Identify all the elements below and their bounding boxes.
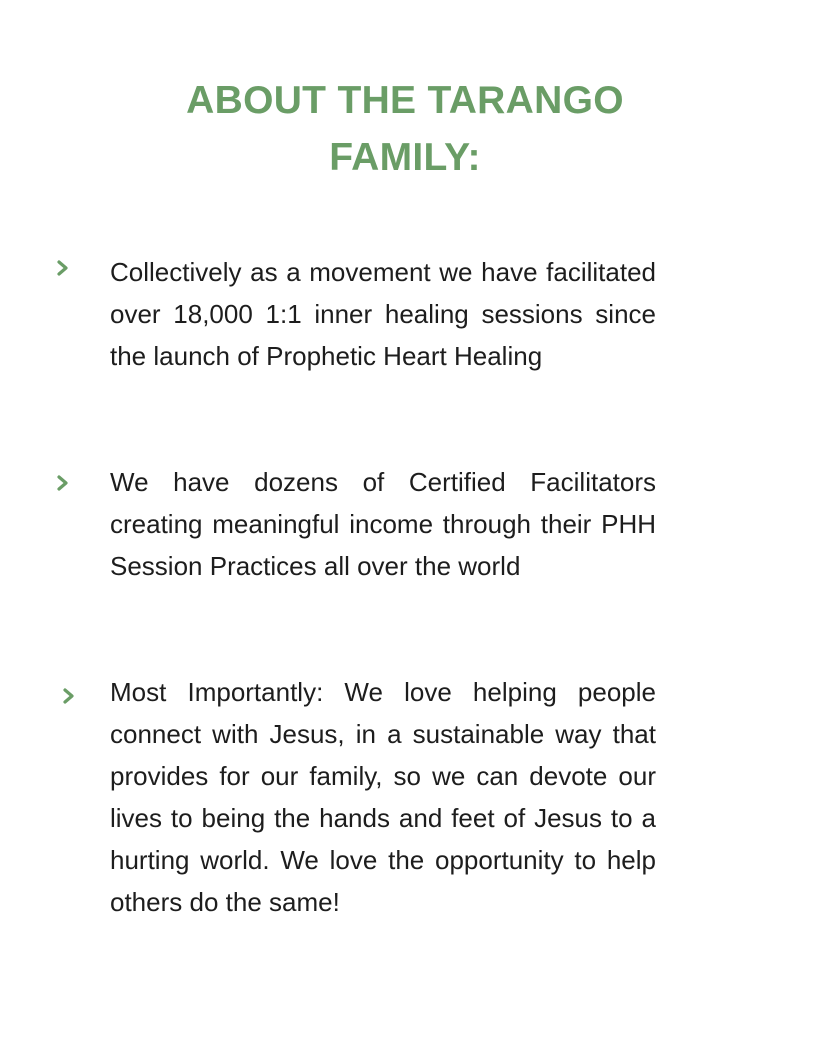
heading-line-1: ABOUT THE TARANGO — [186, 79, 624, 122]
section-heading — [140, 72, 670, 186]
list-item-text: We have dozens of Certified Facilitators creating meaningful income through their PHH Session Practices all over the world — [110, 467, 656, 581]
chevron-right-icon — [56, 475, 70, 491]
heading-line-2: FAMILY: — [329, 136, 481, 179]
list-item-text: Collectively as a movement we have facilitated over 18,000 1:1 inner healing sessions since the launch of Prophetic Heart Healing — [110, 257, 656, 371]
chevron-right-icon — [62, 688, 76, 704]
list-item-text: Most Importantly: We love helping people connect with Jesus, in a sustainable way that provides for our family, so we can devote our lives to being the hands and feet of Jesus to a hurting world. We love the opportunity to help others do the same! — [110, 677, 656, 917]
chevron-right-icon — [56, 260, 70, 276]
